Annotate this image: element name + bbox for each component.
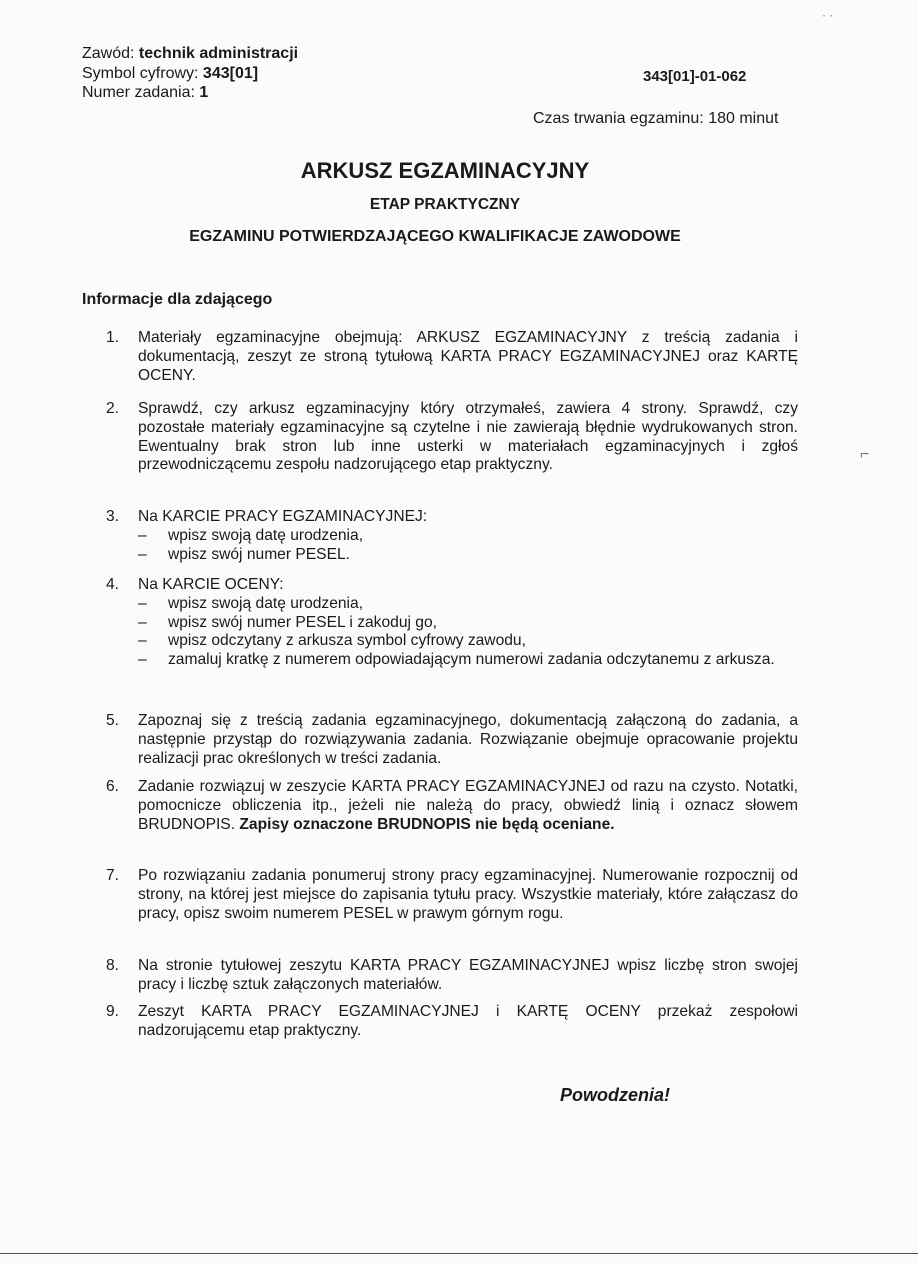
task-number-line: Numer zadania: 1 <box>82 84 209 101</box>
profession-line: Zawód: technik administracji <box>82 45 299 62</box>
instruction-item: 7. Po rozwiązaniu zadania ponumeruj strony pracy egzaminacyjnej. Numerowanie rozpocznij od strony, na której jest miejsce do zapisania tytułu pracy. Wszystkie materiały, które załączasz do pracy, opisz swoim numerem PESEL w prawym górnym rogu. <box>106 867 798 922</box>
draft-warning: Zapisy oznaczone BRUDNOPIS nie będą oceniane. <box>239 815 615 833</box>
instruction-item: 6. Zadanie rozwiązuj w zeszycie KARTA PRACY EGZAMINACYJNEJ od razu na czysto. Notatki, pomocnicze obliczenia itp., jeżeli nie należą do pracy, obwiedź linią i oznacz słowem BRUDNOPIS. Zapisy oznaczone BRUDNOPIS nie będą oceniane. <box>106 778 798 833</box>
sub-item: – zamaluj kratkę z numerem odpowiadającym numerowi zadania odczytanemu z arkusza. <box>138 651 775 669</box>
instruction-item: 2. Sprawdź, czy arkusz egzaminacyjny który otrzymałeś, zawiera 4 strony. Sprawdź, czy pozostałe materiały egzaminacyjne są czytelne i nie zawierają błędnie wydrukowanych stron. Ewentualny brak stron lub inne usterki w materiałach egzaminacyjnych i zgłoś przewodniczącemu zespołu nadzorującego etap praktyczny. <box>106 400 798 474</box>
instruction-item: 4. Na KARCIE OCENY: – wpisz swoją datę urodzenia, – wpisz swój numer PESEL i zakoduj go, – wpisz odczytany z arkusza symbol cyfrowy zawodu, – zamaluj kratkę z numerem odpowiadającym numerowi zadania odczytanemu z arkusza. <box>106 576 798 670</box>
symbol-value: 343[01] <box>202 64 259 82</box>
sheet-title: ARKUSZ EGZAMINACYJNY <box>300 158 590 183</box>
sub-item: – wpisz swoją datę urodzenia, <box>138 594 364 612</box>
exam-duration: Czas trwania egzaminu: 180 minut <box>533 110 779 127</box>
sub-item: – wpisz odczytany z arkusza symbol cyfrowy zawodu, <box>138 632 526 650</box>
sub-item: – wpisz swój numer PESEL i zakoduj go, <box>138 613 437 631</box>
exam-code: 343[01]-01-062 <box>643 68 747 85</box>
symbol-line: Symbol cyfrowy: 343[01] <box>82 64 259 82</box>
pen-mark-icon: ⌐ <box>860 446 870 463</box>
task-number-value: 1 <box>199 84 209 101</box>
instruction-item: 5. Zapoznaj się z treścią zadania egzaminacyjnego, dokumentacją załączoną do zadania, a następnie przystąp do rozwiązywania zadania. Rozwiązanie obejmuje opracowanie projektu realizacji prac określonych w treści zadania. <box>106 712 798 767</box>
stage-title: ETAP PRAKTYCZNY <box>369 196 521 213</box>
scan-speck-icon: · · <box>822 8 834 22</box>
closing-greeting: Powodzenia! <box>560 1085 671 1105</box>
instruction-item: 9. Zeszyt KARTA PRACY EGZAMINACYJNEJ i KARTĘ OCENY przekaż zespołowi nadzorującemu etap praktyczny. <box>106 1003 798 1039</box>
profession-value: technik administracji <box>138 45 299 62</box>
bottom-rule <box>0 1253 918 1254</box>
sub-item: – wpisz swoją datę urodzenia, <box>138 526 364 544</box>
header-info <box>82 44 298 103</box>
instruction-item: 1. Materiały egzaminacyjne obejmują: ARKUSZ EGZAMINACYJNY z treścią zadania i dokumentacją, zeszyt ze stroną tytułową KARTA PRACY EGZAMINACYJNEJ oraz KARTĘ OCENY. <box>106 329 798 384</box>
instruction-item: 8. Na stronie tytułowej zeszytu KARTA PRACY EGZAMINACYJNEJ wpisz liczbę stron swojej pracy i liczbę sztuk załączonych materiałów. <box>106 957 798 993</box>
info-heading: Informacje dla zdającego <box>82 291 273 308</box>
sub-item: – wpisz swój numer PESEL. <box>138 545 350 563</box>
exam-title: EGZAMINU POTWIERDZAJĄCEGO KWALIFIKACJE ZAWODOWE <box>189 228 681 245</box>
instruction-item: 3. Na KARCIE PRACY EGZAMINACYJNEJ: – wpisz swoją datę urodzenia, – wpisz swój numer PESEL. <box>106 508 798 564</box>
